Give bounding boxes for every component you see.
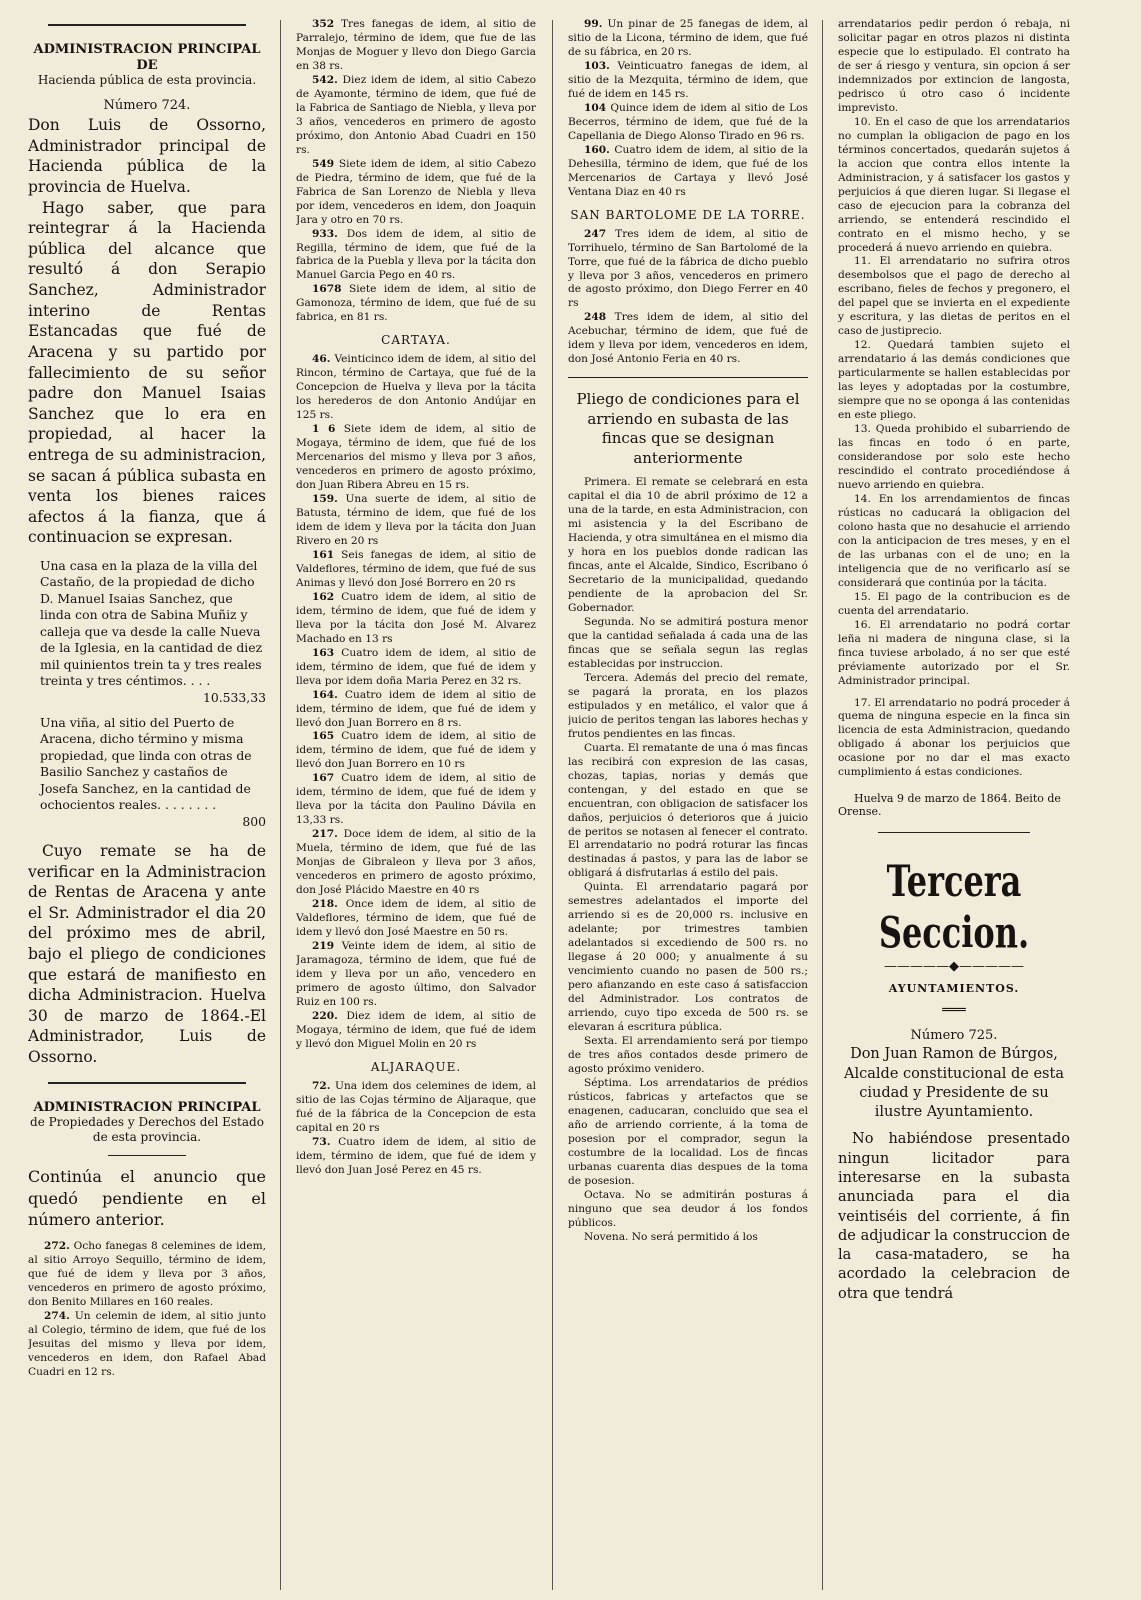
alcalde-intro: Don Juan Ramon de Búrgos, Alcalde constitucional de esta ciudad y Presidente de su ilustre Ayuntamiento. <box>844 1046 1064 1121</box>
lot-entry: 165 Cuatro idem de idem, al sitio de idem, término de idem, que fué de idem y llevó don Juan Borrero en 10 rs <box>296 730 536 771</box>
condition: 12. Quedará tambien sujeto el arrendatario á las demás condiciones que particularmente se hallen establecidas por las leyes y adoptadas por la costumbre, siempre que no se oponga á las contenidas en este pliego. <box>838 339 1070 422</box>
lot-entry: 163 Cuatro idem de idem, al sitio de idem, término de idem, que fué de idem y lleva por idem doña Maria Perez en 32 rs. <box>296 646 536 687</box>
admin-subtitle: Hacienda pública de esta provincia. <box>37 73 257 88</box>
continua-text: Continúa el anuncio que quedó pendiente en el número anterior. <box>28 1167 266 1229</box>
property-1: Una casa en la plaza de la villa del Castaño, de la propiedad de dicho D. Manuel Isaias Sanchez, que linda con otra de Sabina Muñiz y calleja que va desde la calle Nueva de la Iglesia, en la cantidad de diez mil quinientos trein ta y tres reales treinta y tres céntimos. . . . <box>40 557 263 689</box>
intro-text: Don Luis de Ossorno, Administrador principal de Hacienda pública de la provincia de Huelva. <box>28 116 266 197</box>
lot-entry: 159. Una suerte de idem, al sitio de Batusta, término de idem, que fué de los idem de idem y lleva por la tácita don Juan Rivero en 20 rs <box>296 493 536 547</box>
top-rule <box>48 24 246 26</box>
lot-entry: 104 Quince idem de idem al sitio de Los Becerros, término de idem, que fué de la Capellania de Diego Alonso Tirado en 96 rs. <box>568 101 808 142</box>
notice-number: Número 724. <box>103 98 191 114</box>
lot-entry: 549 Siete idem de idem, al sitio Cabezo de Piedra, término de idem, que fué de la Fabrica de San Lorenzo de Niebla y lleva por idem, vencederos en idem, don Joaquin Jara y otro en 70 rs. <box>296 157 536 226</box>
lot-entry: 1678 Siete idem de idem, al sitio de Gamonoza, término de idem, que fué de su fabrica, en 81 rs. <box>296 283 536 324</box>
lot-entry: 73. Cuatro idem de idem, al sitio de idem, término de idem, que fué de idem y llevó don Juan José Perez en 45 rs. <box>296 1135 536 1176</box>
condition: Sexta. El arrendamiento será por tiempo de tres años contados desde primero de agosto próximo venidero. <box>568 1035 808 1075</box>
conditions-list-cont <box>838 18 1070 780</box>
admin2-title: ADMINISTRACION PRINCIPAL <box>33 1099 261 1115</box>
condition: 16. El arrendatario no podrá cortar leña ni madera de ninguna clase, si la finca tuviese arbolado, á no ser que esté préviamente autorizado por el Sr. Administrador principal. <box>838 618 1070 687</box>
place-heading-cartaya: CARTAYA. <box>381 333 451 348</box>
section-rule <box>878 832 1030 833</box>
admin2-subtitle: de Propiedades y Derechos del Estado de esta provincia. <box>30 1115 264 1145</box>
condition: Segunda. No se admitirá postura menor que la cantidad señalada á cada una de las fincas que se señala segun las reglas establecidas por instruccion. <box>568 615 808 670</box>
lot-entry: 352 Tres fanegas de idem, al sitio de Parralejo, término de idem, que fue de las Monjas de Moguer y llevo don Diego Garcia en 38 rs. <box>296 18 536 72</box>
condition: Séptima. Los arrendatarios de prédios rústicos, fabricas y artefactos que se enagenen, caducaran, concluido que sea el año de arriendo corriente, á la toma de posesion por el comprador, segun la costumbre de la localidad. Los de fincas urbanas cuarenta dias despues de la toma de posesion. <box>568 1076 808 1187</box>
lot-entry: 164. Cuatro idem de idem al sitio de idem, término de idem, que fué de idem y llevó don Juan Borrero en 8 rs. <box>296 688 536 729</box>
lot-entry: 247 Tres idem de idem, al sitio de Torrihuelo, término de San Bartolomé de la Torre, que fué de la fábrica de dicho pueblo y lleva por 3 años, vencederos en primero de agosto próximo, don Diego Ferrer en 40 rs <box>568 227 808 310</box>
lots-col1 <box>28 1240 266 1380</box>
condition: Octava. No se admitirán posturas á ninguno que sea deudor á los fondos públicos. <box>568 1188 808 1229</box>
property-2-value: 800 <box>242 813 266 829</box>
lot-entry: 218. Once idem de idem, al sitio de Valdeflores, término de idem, que fué de idem y llevó don José Maestre en 50 rs. <box>296 898 536 939</box>
condition: Cuarta. El rematante de una ó mas fincas las recibirá con expresion de las casas, chozas, tapias, norias y demás que contengan, y del estado en que se encuentran, con obligacion de satisfacer los daños, perjuicios ó deterioros que á juicio de peritos se notasen al fenecer el contrato. El arrendatario no podrá roturar las fincas destinadas á pastos, y para las de labor se obligará á disfrutarlas á estilo del pais. <box>568 741 808 880</box>
lots-b <box>568 228 808 368</box>
lot-entry: 220. Diez idem de idem, al sitio de Mogaya, término de idem, que fué de idem y llevó don Miguel Molin en 20 rs <box>296 1009 536 1050</box>
admin-title: ADMINISTRACION PRINCIPAL DE <box>33 42 261 73</box>
lot-entry: 542. Diez idem de idem, al sitio Cabezo de Ayamonte, término de idem, que fué de la Fabrica de Santiago de Niebla, y lleva por 3 años, vencederos en primero de agosto próximo, don Antonio Abad Cuadri en 150 rs. <box>296 73 536 156</box>
condition: 10. En el caso de que los arrendatarios no cumplan la obligacion de pago en los términos concertados, quedarán sujetos á la accion que contra ellos intente la Administracion, y á satisfacer los gastos y perjuicios á que dieren lugar. Si llegase el caso de ejecucion para la cobranza del arriendo, se entenderá rescindido el contrato en el mismo hecho, y se procederá á nuevo arriendo en quiebra. <box>838 115 1070 254</box>
column-1 <box>28 18 266 1380</box>
lot-entry: 46. Veinticinco idem de idem, al sitio del Rincon, término de Cartaya, que fué de la Concepcion de Huelva y lleva por la tácita los herederos de don Antonio Andújar en 125 rs. <box>296 353 536 422</box>
column-4 <box>838 18 1070 1304</box>
property-1-value: 10.533,33 <box>202 689 266 705</box>
condition: 11. El arrendatario no sufrira otros desembolsos que el pago de derecho al escribano, fieles de fechos y pregonero, el del papel que se invierta en el expediente y escritura, y las dietas de peritos en el caso de justiprecio. <box>838 255 1070 338</box>
pliego-heading: Pliego de condiciones para el arriendo en subasta de las fincas que se designan anteriormente <box>576 390 800 467</box>
hago-saber-text: Hago saber, que para reintegrar á la Hacienda pública del alcance que resultó á don Serapio Sanchez, Administrador interino de Rentas Estancadas que fué de Aracena y su partido por fallecimiento de su señor padre don Manuel Isaias Sanchez que lo era en propiedad, al hacer la entrega de su administracion, se sacan á pública subasta en venta los bienes raices afectos á la fianza, que á continuacion se expresan. <box>28 198 266 547</box>
column-divider <box>280 20 281 1590</box>
lot-entry: 274. Un celemin de idem, al sitio junto al Colegio, término de idem, que fué de los Jesuitas del mismo y lleva por idem, vencederos en idem, don Rafael Abad Cuadri en 12 rs. <box>28 1309 266 1378</box>
condition: arrendatarios pedir perdon ó rebaja, ni solicitar pagar en otros plazos ni distinta especie que lo estipulado. El contrato ha de ser á riesgo y ventura, sin opcion á ser indemnizados por extincion de langosta, pedrisco ú otro caso ó incidente imprevisto. <box>838 18 1070 114</box>
lot-entry: 162 Cuatro idem de idem, al sitio de idem, término de idem, que fué de idem y lleva por la tácita don José M. Alvarez Machado en 13 rs <box>296 590 536 645</box>
lot-entry: 272. Ocho fanegas 8 celemines de idem, al sitio Arroyo Sequillo, término de idem, que fué de idem y lleva por 3 años, vencederos en primero de agosto próximo, don Benito Millares en 160 reales. <box>28 1240 266 1308</box>
tercera-seccion-heading: Tercera Seccion. <box>878 856 1030 959</box>
column-2 <box>296 18 536 1178</box>
lot-entry: 72. Una idem dos celemines de idem, al sitio de las Cojas término de Aljaraque, que fué de la fábrica de la Concepcion de esta capital en 20 rs <box>296 1079 536 1134</box>
short-rule <box>108 1155 186 1156</box>
place-heading-san-bartolome: SAN BARTOLOME DE LA TORRE. <box>570 207 806 222</box>
condition: Novena. No será permitido á los <box>584 1230 758 1243</box>
condition: 17. El arrendatario no podrá proceder á quema de ninguna especie en la finca sin licencia de esta Administracion, quedando obligado á abonar los perjuicios que ocasione por no dar el mas exacto cumplimiento á estas condiciones. <box>838 696 1070 779</box>
ayuntamientos-heading: AYUNTAMIENTOS. <box>888 982 1020 996</box>
section-rule <box>568 377 808 378</box>
lots-c <box>296 1080 536 1178</box>
double-rule-icon: ═══ <box>942 1003 966 1019</box>
lots-b <box>296 353 536 1051</box>
lot-entry: 217. Doce idem de idem, al sitio de la Muela, término de idem, que fué de las Monjas de Gibraleon y lleva por 3 años, vencederos en primero de agosto próximo, don José Plácido Maestre en 40 rs <box>296 828 536 897</box>
condition: 15. El pago de la contribucion es de cuenta del arrendatario. <box>838 590 1070 617</box>
no-habiendo-text: No habiéndose presentado ningun licitador para interesarse en la subasta anunciada para el dia veintiséis del corriente, á fin de adjudicar la construccion de la casa-matadero, se ha acordado la celebracion de otra que tendrá <box>838 1131 1070 1302</box>
lot-entry: 248 Tres idem de idem, al sitio del Acebuchar, término de idem, que fué de idem y lleva por idem, vencederos en idem, don José Antonio Feria en 40 rs. <box>568 311 808 366</box>
lot-entry: 219 Veinte idem de idem, al sitio de Jaramagoza, término de idem, que fué de idem y lleva por un año, vencedero en primero de agosto último, don Salvador Ruiz en 100 rs. <box>296 940 536 1008</box>
property-2: Una viña, al sitio del Puerto de Aracena, dicho término y misma propiedad, que linda con otras de Basilio Sanchez y castaños de Josefa Sanchez, en la cantidad de ochocientos reales. . . . . . . . <box>40 714 252 813</box>
lot-entry: 160. Cuatro idem de idem, al sitio de la Dehesilla, término de idem, que fué de los Mercenarios de Cartaya y llevó José Ventana Diaz en 40 rs <box>568 143 808 198</box>
column-divider <box>822 20 823 1590</box>
condition: 14. En los arrendamientos de fincas rústicas no caducará la obligacion del colono hasta que no desahucie el arriendo con la anticipacion de tres meses, y en el de las urbanas con el de uno; en la inteligencia que de no verificarlo así se considerará que continúa por la tácita. <box>838 492 1070 589</box>
condition: Quinta. El arrendatario pagará por semestres adelantados el importe del arriendo si es de 20,000 rs. inclusive en adelante; por trimestres tambien adelantados si excediendo de 500 rs. no llegase á 20 000; y anualmente á su vencimiento cuando no pasen de 500 rs.; pero afianzando en este caso á satisfaccion del Administrador. Los contratos de arriendo, cuyo tipo exceda de 500 rs. se elevaran á escritura pública. <box>568 881 808 1034</box>
condition: Primera. El remate se celebrará en esta capital el dia 10 de abril próximo de 12 a una de la tarde, en esta Administracion, con mi asistencia y la del Escribano de Hacienda, y otra simultánea en el mismo dia y hora en los pueblos donde radican las fincas, ante el Alcalde, Sindico, Escribano ó Secretario de la municipalidad, quedando pendiente de la aprobacion del Sr. Gobernador. <box>568 476 808 614</box>
signoff: Huelva 9 de marzo de 1864. Beito de Orense. <box>838 792 1061 819</box>
column-divider <box>552 20 553 1590</box>
lot-entry: 103. Veinticuatro fanegas de idem, al sitio de la Mezquita, término de idem, que fué de idem en 145 rs. <box>568 59 808 100</box>
condition: Tercera. Además del precio del remate, se pagará la prorata, en los plazos estipulados y en metálico, el valor que á juicio de peritos tengan las labores hechas y frutos pendientes en las fincas. <box>568 671 808 740</box>
lots-a <box>568 18 808 200</box>
ornament-rule-icon: —————◆————— <box>884 959 1024 975</box>
conditions-list <box>568 476 808 1244</box>
condition: 13. Queda prohibido el subarriendo de las fincas en todo ó en parte, considerandose por solo este hecho rescindido el contrato procediéndose á nuevo arriendo en quiebra. <box>838 423 1070 491</box>
lot-entry: 167 Cuatro idem de idem, al sitio de idem, término de idem, que fué de idem y lleva por la tácita don Paulino Dávila en 13,33 rs. <box>296 772 536 827</box>
lots-a <box>296 18 536 325</box>
column-3 <box>568 18 808 1245</box>
notice-number: Número 725. <box>910 1028 998 1044</box>
remate-text: Cuyo remate se ha de verificar en la Administracion de Rentas de Aracena y ante el Sr. Administrador el dia 20 del próximo mes de abril, bajo el pliego de condiciones que estará de manifiesto en dicha Administracion. Huelva 30 de marzo de 1864.-El Administrador, Luis de Ossorno. <box>28 841 266 1067</box>
lot-entry: 933. Dos idem de idem, al sitio de Regilla, término de idem, que fué de la fabrica de la Puebla y lleva por la tácita don Manuel Garcia Pego en 40 rs. <box>296 227 536 282</box>
lot-entry: 161 Seis fanegas de idem, al sitio de Valdeflores, término de idem, que fué de sus Animas y llevó don José Borrero en 20 rs <box>296 548 536 589</box>
section-rule <box>48 1082 246 1084</box>
place-heading-aljaraque: ALJARAQUE. <box>370 1059 462 1074</box>
lot-entry: 99. Un pinar de 25 fanegas de idem, al sitio de la Licona, término de idem, que fué de su fábrica, en 20 rs. <box>568 18 808 58</box>
lot-entry: 1 6 Siete idem de idem, al sitio de Mogaya, término de idem, que fué de los Mercenarios del mismo y lleva por 3 años, vencederos en primero de agosto próximo, don Juan Ribera Abreu en 15 rs. <box>296 423 536 492</box>
